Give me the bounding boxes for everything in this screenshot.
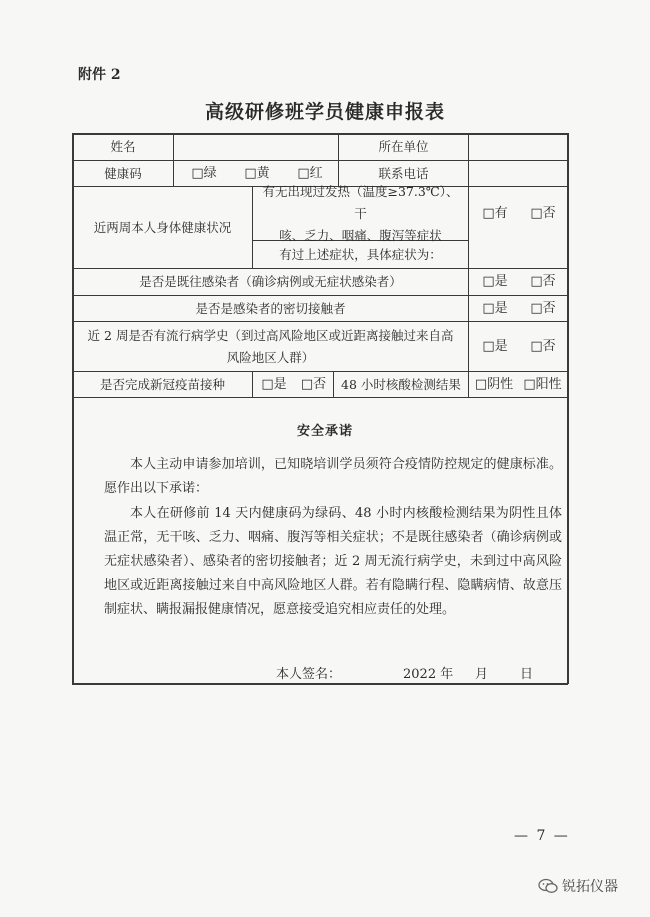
- fever-question-line1: 有无出现过发热（温度≥37.3℃）、干: [262, 183, 459, 221]
- health-code-red-checkbox[interactable]: □红: [297, 165, 323, 181]
- test-positive-checkbox[interactable]: □阳性: [523, 376, 562, 392]
- pledge-paragraph-2: 本人在研修前 14 天内健康码为绿码、48 小时内核酸检测结果为阴性且体温正常，无干咳、乏力、咽痛、腹泻等相关症状；不是既往感染者（确诊病例或无症状感染者）、感染者的密切接触者；近 2 周无流行病学史，未到过中高风险地区或近距离接触过来自中高风险地区人群。若有隐瞒行程、隐瞒病情、故意压制症状、瞒报漏报健康情况，愿意接受追究相应责任的处理。: [104, 506, 562, 617]
- attachment-label: 附件 2: [78, 67, 121, 83]
- form-title: 高级研修班学员健康申报表: [204, 101, 445, 123]
- previous-infection-yes-checkbox[interactable]: □是: [482, 274, 508, 289]
- signature-year: 2022 年: [403, 667, 454, 682]
- phone-field[interactable]: [469, 161, 567, 186]
- vaccine-label: 是否完成新冠疫苗接种: [99, 376, 225, 392]
- close-contact-no-checkbox[interactable]: □否: [530, 300, 556, 316]
- row-line: [72, 397, 568, 398]
- page-number: — 7 —: [514, 828, 570, 844]
- signature-month: 月: [475, 667, 489, 682]
- unit-field[interactable]: [469, 134, 567, 160]
- close-contact-yes-checkbox[interactable]: □是: [482, 300, 508, 316]
- health-code-yellow-checkbox[interactable]: □黄: [244, 165, 270, 181]
- pledge-paragraph-1: 本人主动申请参加培训，已知晓培训学员须符合疫情防控规定的健康标准。愿作出以下承诺：: [104, 457, 562, 496]
- close-contact-question: 是否是感染者的密切接触者: [195, 300, 346, 316]
- epidemiology-question-line1: 近 2 周是否有流行病学史（到过高风险地区或近距离接触过来自高: [87, 327, 454, 343]
- recent-health-label: 近两周本人身体健康状况: [93, 219, 232, 235]
- health-code-green-checkbox[interactable]: □绿: [191, 165, 217, 181]
- fever-symptom-question: [253, 183, 468, 243]
- name-label: 姓名: [110, 139, 136, 154]
- fever-question-line2: 咳、乏力、咽痛、腹泻等症状: [279, 227, 442, 243]
- wechat-icon: [538, 878, 558, 894]
- name-field[interactable]: [174, 134, 338, 160]
- test-negative-checkbox[interactable]: □阴性: [474, 376, 514, 392]
- epidemiology-question-line2: 风险地区人群）: [226, 349, 315, 365]
- watermark-logo: [538, 876, 618, 896]
- vaccine-yes-checkbox[interactable]: □是: [261, 376, 287, 392]
- signature-day: 日: [520, 667, 534, 682]
- symptom-no-checkbox[interactable]: □否: [530, 205, 556, 221]
- epidemiology-yes-checkbox[interactable]: □是: [482, 338, 508, 354]
- watermark-text: 锐拓仪器: [562, 879, 618, 895]
- signature-label: 本人签名：: [276, 667, 342, 682]
- phone-label: 联系电话: [378, 165, 429, 181]
- symptom-detail-field[interactable]: [469, 241, 567, 268]
- nucleic-test-label: 48 小时核酸检测结果: [341, 376, 461, 392]
- previous-infection-no-checkbox[interactable]: □否: [530, 274, 556, 289]
- table-border-bottom: [72, 683, 568, 685]
- vaccine-no-checkbox[interactable]: □否: [300, 376, 327, 392]
- epidemiology-question: [73, 322, 468, 371]
- symptom-yes-checkbox[interactable]: □有: [482, 205, 508, 221]
- col-line: [252, 371, 253, 397]
- table-border-right: [567, 133, 569, 684]
- previous-infection-question: 是否是既往感染者（确诊病例或无症状感染者）: [139, 274, 402, 289]
- signature-field[interactable]: [345, 663, 400, 681]
- unit-label: 所在单位: [378, 139, 429, 154]
- epidemiology-no-checkbox[interactable]: □否: [530, 338, 556, 354]
- pledge-title: 安全承诺: [296, 424, 353, 439]
- health-code-label: 健康码: [104, 165, 142, 181]
- symptom-detail-prompt: 有过上述症状，具体症状为：: [279, 246, 442, 262]
